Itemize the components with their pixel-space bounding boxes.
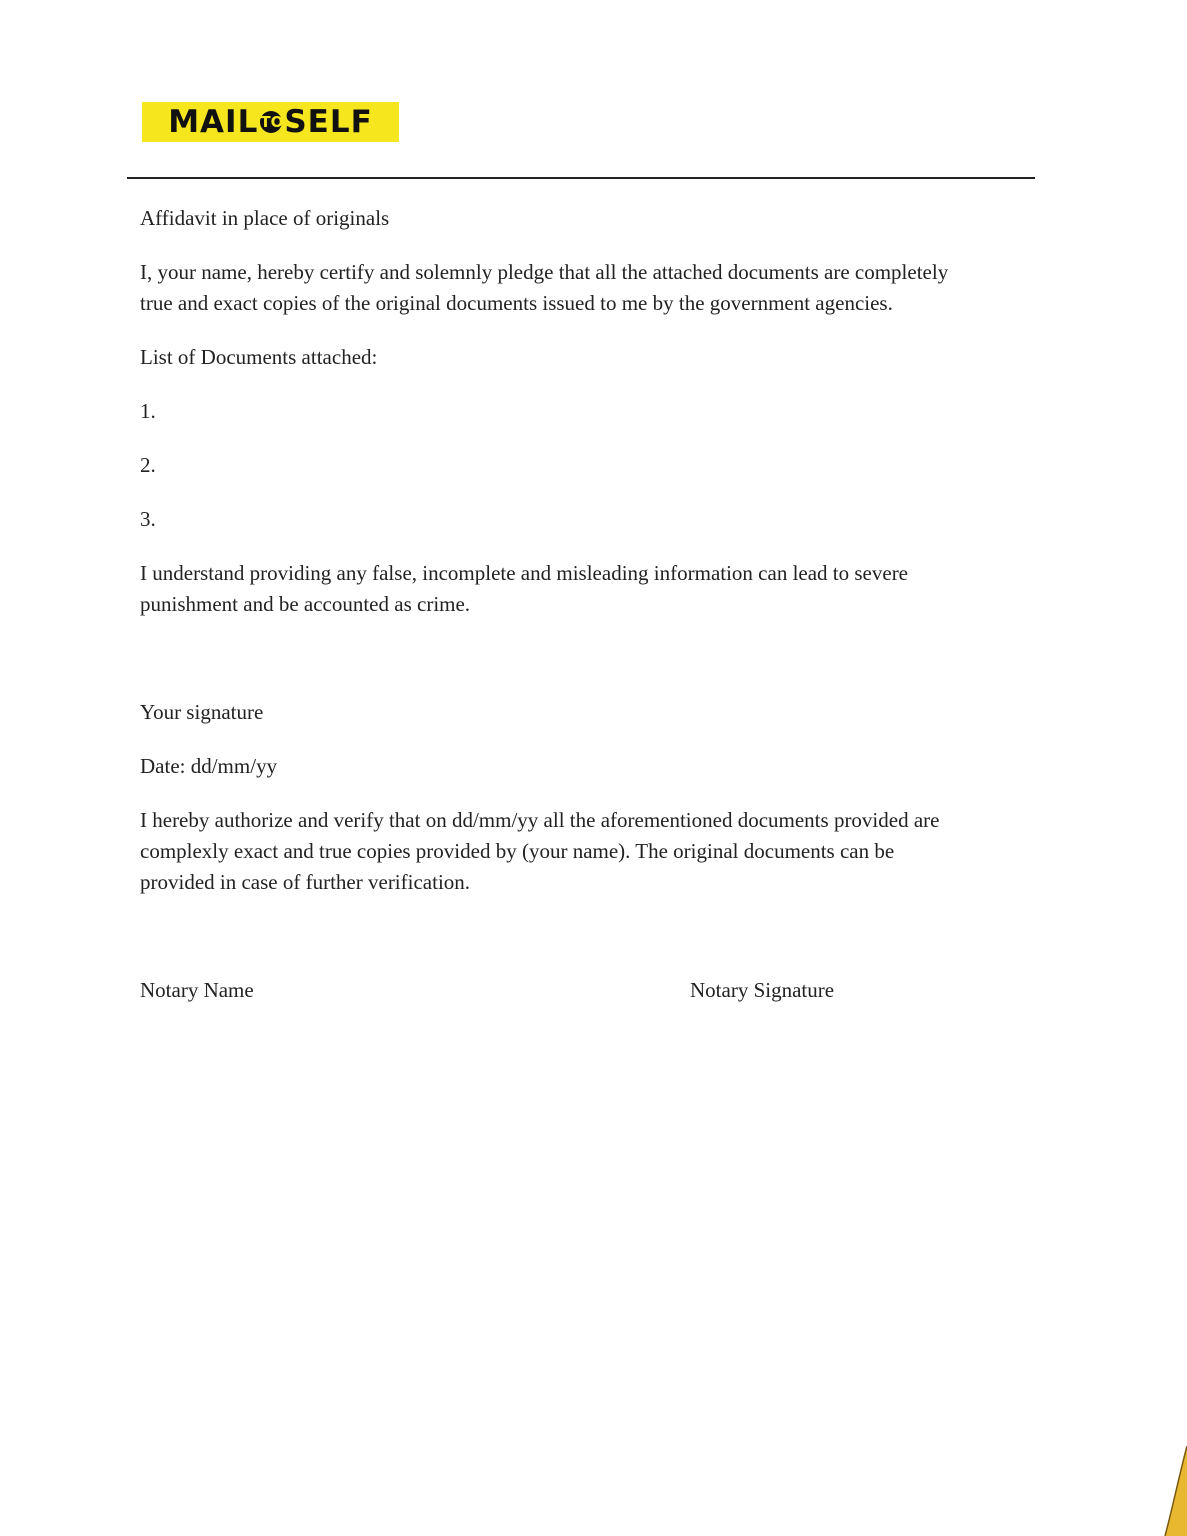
list-item: 1. xyxy=(140,399,156,423)
list-item: 2. xyxy=(140,453,156,477)
certification-paragraph xyxy=(140,257,1040,319)
warning-paragraph xyxy=(140,558,1040,620)
notary-statement-line: provided in case of further verification. xyxy=(140,870,471,894)
notary-statement-line: complexly exact and true copies provided by (your name). The original documents can be xyxy=(140,839,895,863)
logo-text-self: SELF xyxy=(284,103,373,140)
certification-line: I, your name, hereby certify and solemnly pledge that all the attached documents are completely xyxy=(140,260,949,284)
header-divider xyxy=(127,177,1035,179)
logo-text-mail: MAIL xyxy=(168,103,259,140)
list-heading: List of Documents attached: xyxy=(140,345,378,369)
list-item: 3. xyxy=(140,507,156,531)
logo-text-to: TO xyxy=(260,113,284,131)
corner-decoration xyxy=(1147,1446,1187,1536)
notary-statement-paragraph xyxy=(140,805,1040,898)
notary-name-label: Notary Name xyxy=(140,978,254,1002)
your-signature-label: Your signature xyxy=(140,700,264,724)
mail-to-self-logo xyxy=(142,102,399,142)
certification-line: true and exact copies of the original documents issued to me by the government agencies. xyxy=(140,291,893,315)
date-label: Date: dd/mm/yy xyxy=(140,754,278,778)
document-title: Affidavit in place of originals xyxy=(140,206,390,230)
warning-line: I understand providing any false, incomplete and misleading information can lead to severe xyxy=(140,561,909,585)
notary-statement-line: I hereby authorize and verify that on dd/mm/yy all the aforementioned documents provided are xyxy=(140,808,940,832)
warning-line: punishment and be accounted as crime. xyxy=(140,592,471,616)
notary-signature-label: Notary Signature xyxy=(690,978,835,1002)
